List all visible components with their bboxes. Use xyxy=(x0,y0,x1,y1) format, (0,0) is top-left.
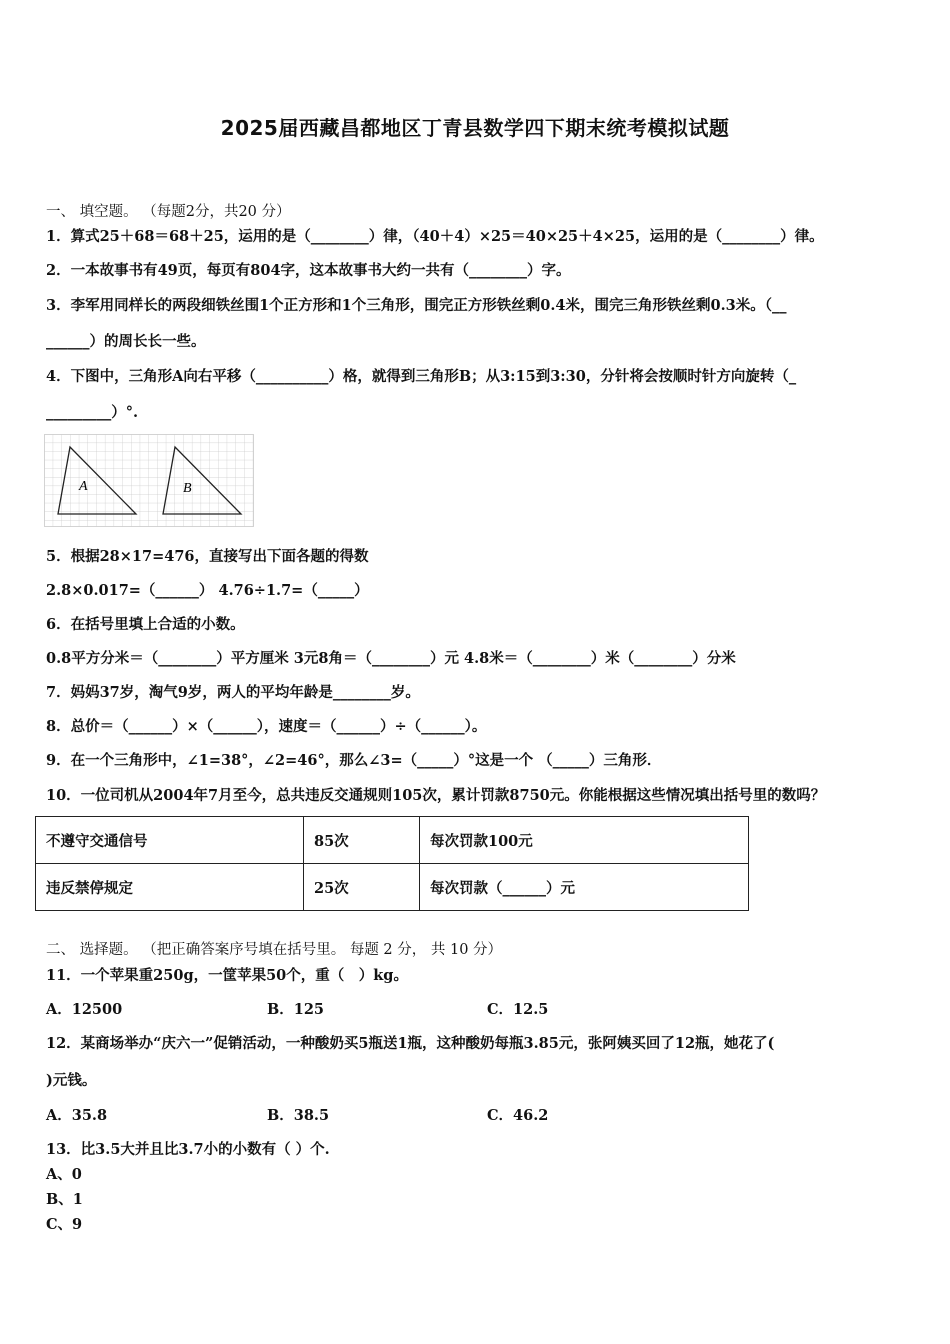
question-7: 7．妈妈37岁，淘气9岁，两人的平均年龄是________岁。 xyxy=(46,684,420,701)
q11-option-c: C．12.5 xyxy=(487,1001,549,1018)
question-11: 11．一个苹果重250g，一筐苹果50个，重（ ）kg。 xyxy=(46,967,408,984)
question-5-items: 2.8×0.017=（______） 4.76÷1.7=（_____） xyxy=(46,582,369,599)
question-12-line-1: 12．某商场举办“庆六一”促销活动，一种酸奶买5瓶送1瓶，这种酸奶每瓶3.85元，张阿姨买回了12瓶，她花了( xyxy=(46,1035,775,1052)
table-cell: 85次 xyxy=(304,817,420,864)
table-cell: 每次罚款（______）元 xyxy=(420,864,749,911)
section-1-heading: 一、 填空题。 （每题2分，共20 分） xyxy=(46,204,291,220)
question-4-line-1: 4．下图中，三角形A向右平移（__________）格，就得到三角形B；从3:15到3:30，分针将会按顺时针方向旋转（_ xyxy=(46,368,797,385)
question-5: 5．根据28×17=476，直接写出下面各题的得数 xyxy=(46,548,369,565)
triangle-a-label: A xyxy=(79,479,88,494)
question-12-line-2: )元钱。 xyxy=(46,1072,97,1089)
q13-option-b: B、1 xyxy=(46,1191,83,1208)
question-9: 9．在一个三角形中，∠1=38°，∠2=46°，那么∠3=（_____）°这是一个 （_____）三角形． xyxy=(46,752,662,769)
table-cell: 25次 xyxy=(304,864,420,911)
question-4-line-2: _________）°. xyxy=(46,404,139,421)
question-3-line-1: 3．李军用同样长的两段细铁丝围1个正方形和1个三角形，围完正方形铁丝剩0.4米，围完三角形铁丝剩0.3米。（__ xyxy=(46,297,787,314)
q12-option-b: B．38.5 xyxy=(267,1107,330,1124)
section-2-heading: 二、 选择题。 （把正确答案序号填在括号里。 每题 2 分， 共 10 分） xyxy=(46,942,503,958)
table-cell: 不遵守交通信号 xyxy=(36,817,304,864)
q13-option-a: A、0 xyxy=(46,1166,82,1183)
triangle-grid-figure xyxy=(44,434,256,528)
question-6-items: 0.8平方分米＝（________）平方厘米 3元8角＝（________）元 4.8米＝（________）米（________）分米 xyxy=(46,650,736,667)
question-2: 2．一本故事书有49页，每页有804字，这本故事书大约一共有（________）字。 xyxy=(46,262,571,279)
triangle-b-label: B xyxy=(183,481,192,496)
table-row xyxy=(36,864,749,911)
grid-background xyxy=(45,435,254,527)
question-13: 13．比3.5大并且比3.7小的小数有（ ）个. xyxy=(46,1141,330,1158)
question-8: 8．总价＝（______）×（______），速度＝（______）÷（______）。 xyxy=(46,718,487,735)
table-cell: 每次罚款100元 xyxy=(420,817,749,864)
q11-option-a: A．12500 xyxy=(46,1001,123,1018)
q12-option-c: C．46.2 xyxy=(487,1107,549,1124)
question-10: 10．一位司机从2004年7月至今，总共违反交通规则105次，累计罚款8750元。你能根据这些情况填出括号里的数吗？ xyxy=(46,787,826,804)
q12-option-a: A．35.8 xyxy=(46,1107,108,1124)
question-6: 6．在括号里填上合适的小数。 xyxy=(46,616,245,633)
table-row xyxy=(36,817,749,864)
fine-table xyxy=(35,816,749,911)
table-cell: 违反禁停规定 xyxy=(36,864,304,911)
q11-option-b: B．125 xyxy=(267,1001,325,1018)
question-3-line-2: ______）的周长长一些。 xyxy=(46,333,206,350)
page-title: 2025届西藏昌都地区丁青县数学四下期末统考模拟试题 xyxy=(220,116,730,140)
q13-option-c: C、9 xyxy=(46,1216,83,1233)
question-1: 1．算式25＋68＝68＋25，运用的是（________）律，（40＋4）×25＝40×25＋4×25，运用的是（________）律。 xyxy=(46,228,824,245)
